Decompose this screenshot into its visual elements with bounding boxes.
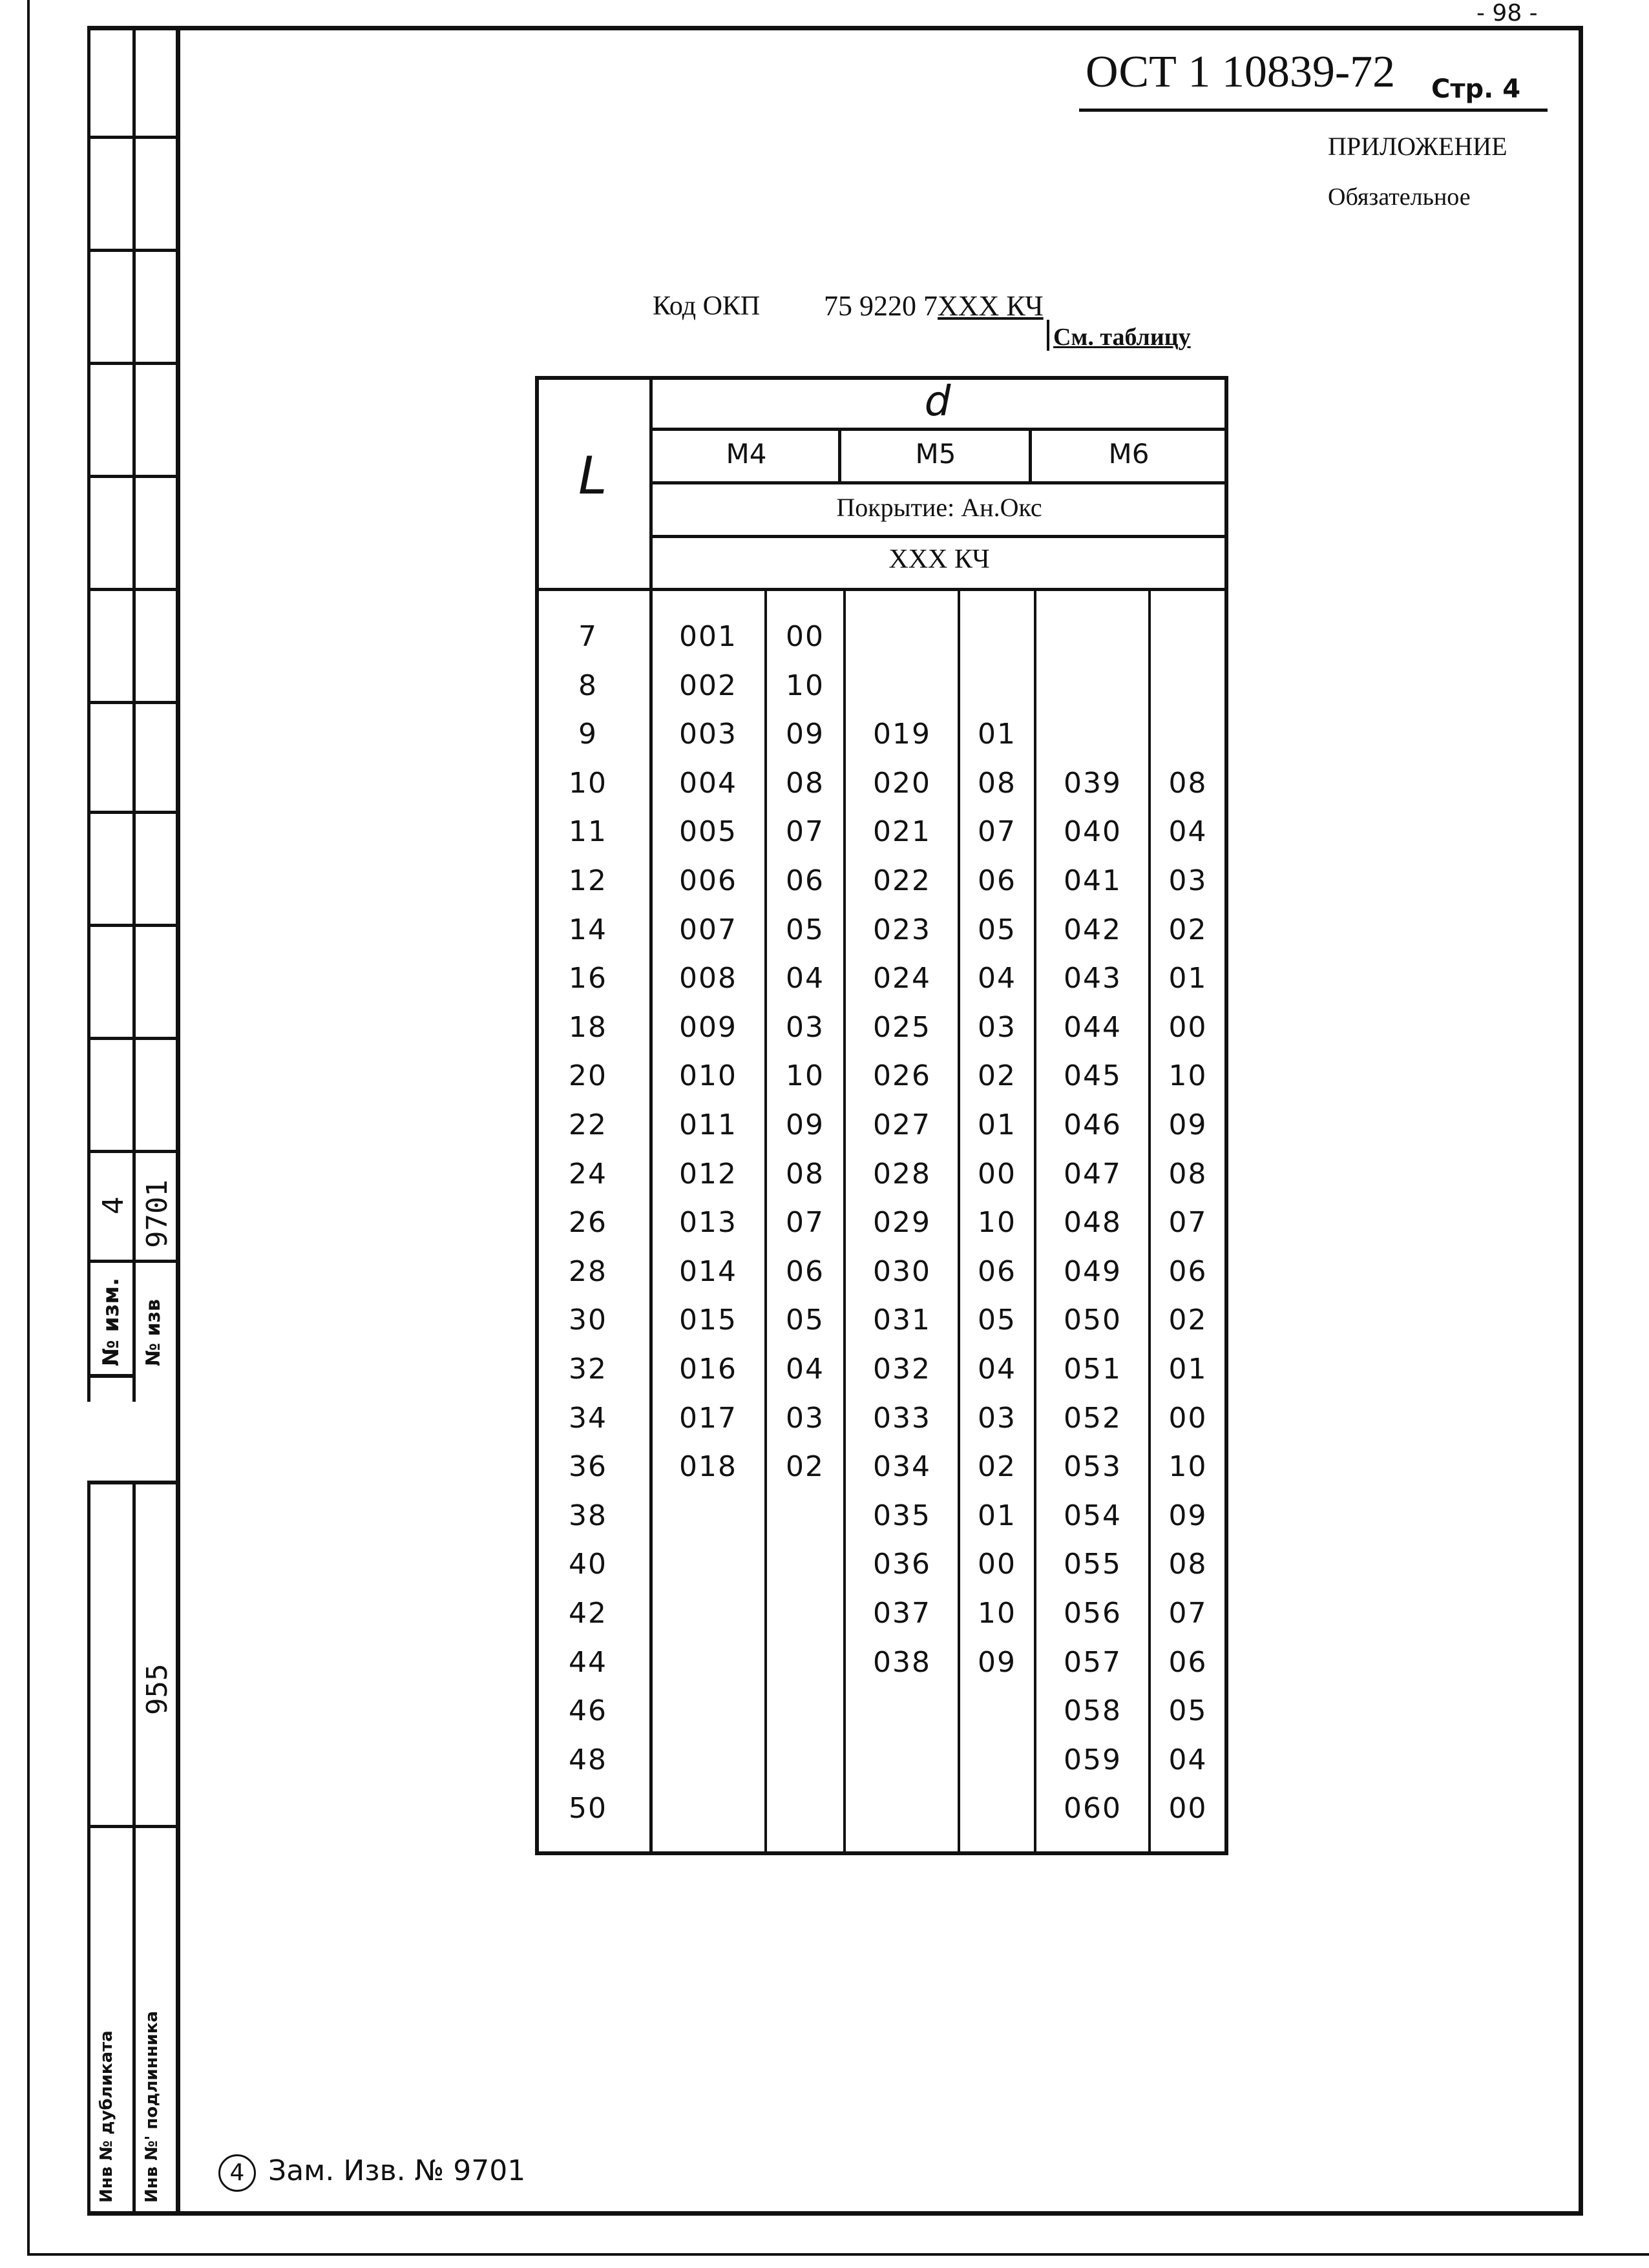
cell-m5-check: 01 <box>978 1499 1016 1532</box>
cell-l: 32 <box>569 1353 607 1386</box>
cell-m4-check: 10 <box>786 669 824 702</box>
cell-m6-code: 060 <box>1064 1792 1122 1826</box>
cell-m6-check: 00 <box>1168 1792 1208 1826</box>
cell-l: 48 <box>569 1743 607 1776</box>
cell-l: 36 <box>569 1450 607 1484</box>
cell-m5-check: 01 <box>978 1108 1016 1141</box>
cell-m6-check: 00 <box>1168 1010 1208 1044</box>
cell-m6-check: 00 <box>1168 1401 1208 1435</box>
cell-m5-check: 00 <box>978 1548 1016 1581</box>
stamp-change-no-value: 4 <box>97 1196 130 1214</box>
cell-m5-check: 05 <box>978 1304 1016 1337</box>
cell-m4-check: 08 <box>786 766 824 800</box>
cell-m5-code: 021 <box>873 815 931 849</box>
cell-l: 28 <box>569 1254 607 1288</box>
thread-m4-header: М4 <box>726 438 767 470</box>
stamp-col-line-d <box>132 1483 136 2216</box>
cell-l: 8 <box>578 669 598 702</box>
cell-m6-code: 043 <box>1064 962 1122 995</box>
thread-m5-header: М5 <box>915 438 956 470</box>
cell-m6-check: 07 <box>1168 1597 1208 1630</box>
stamp-col-line-b <box>132 26 136 1402</box>
cell-m5-code: 031 <box>873 1304 931 1337</box>
cell-m6-code: 058 <box>1064 1694 1122 1728</box>
cell-l: 50 <box>569 1792 607 1826</box>
cell-m6-check: 02 <box>1168 913 1208 946</box>
okp-note: См. таблицу <box>1053 324 1191 351</box>
cell-m4-code: 017 <box>679 1401 737 1435</box>
cell-m5-code: 038 <box>873 1645 931 1679</box>
cell-l: 40 <box>569 1548 607 1581</box>
cell-m6-check: 07 <box>1168 1206 1208 1240</box>
cell-m6-check: 06 <box>1168 1645 1208 1679</box>
cell-m4-check: 05 <box>786 1304 824 1337</box>
cell-m4-code: 009 <box>679 1010 737 1044</box>
page-number: - 98 - <box>1476 0 1538 26</box>
cell-m4-code: 001 <box>679 620 737 653</box>
cell-m6-code: 055 <box>1064 1548 1122 1581</box>
cell-m6-check: 10 <box>1168 1450 1208 1484</box>
cell-m6-code: 059 <box>1064 1743 1122 1776</box>
cell-m5-check: 04 <box>978 1353 1016 1386</box>
cell-m5-code: 024 <box>873 962 931 995</box>
cell-m6-code: 039 <box>1064 766 1122 800</box>
cell-m5-check: 06 <box>978 864 1016 897</box>
cell-m5-check: 06 <box>978 1254 1016 1288</box>
cell-m6-check: 09 <box>1168 1108 1208 1141</box>
cell-m5-check: 07 <box>978 815 1016 849</box>
okp-value-prefix: 75 9220 7 <box>824 290 938 322</box>
cell-m5-check: 08 <box>978 766 1016 800</box>
cell-m6-code: 054 <box>1064 1499 1122 1532</box>
stamp-dup-inv-label: Инв № дубликата <box>97 2030 116 2203</box>
cell-m5-code: 025 <box>873 1010 931 1044</box>
cell-m5-check: 03 <box>978 1010 1016 1044</box>
d-header: d <box>924 378 951 426</box>
cell-m6-code: 046 <box>1064 1108 1122 1141</box>
thread-m6-header: М6 <box>1108 438 1150 470</box>
cell-m5-code: 020 <box>873 766 931 800</box>
cell-m6-code: 048 <box>1064 1206 1122 1240</box>
cell-m6-code: 042 <box>1064 913 1122 946</box>
mandatory-label: Обязательное <box>1328 183 1471 211</box>
cell-l: 42 <box>569 1597 607 1630</box>
inner-frame-left <box>176 26 180 2216</box>
cell-m5-check: 04 <box>978 962 1016 995</box>
cell-m6-check: 09 <box>1168 1499 1208 1532</box>
cell-m4-code: 015 <box>679 1304 737 1337</box>
cell-m5-code: 036 <box>873 1548 931 1581</box>
cell-m6-check: 08 <box>1168 1157 1208 1191</box>
cell-l: 38 <box>569 1499 607 1532</box>
cell-m5-code: 035 <box>873 1499 931 1532</box>
cell-m6-code: 047 <box>1064 1157 1122 1191</box>
okp-value <box>824 289 1044 322</box>
cell-l: 10 <box>569 766 607 800</box>
cell-m5-code: 030 <box>873 1254 931 1288</box>
cell-m4-check: 04 <box>786 1353 824 1386</box>
l-column-header: L <box>578 446 607 506</box>
cell-m5-check: 01 <box>978 718 1016 751</box>
cell-m4-check: 03 <box>786 1401 824 1435</box>
cell-m4-check: 06 <box>786 864 824 897</box>
cell-m5-code: 034 <box>873 1450 931 1484</box>
cell-m4-code: 007 <box>679 913 737 946</box>
cell-m5-code: 019 <box>873 718 931 751</box>
stamp-orig-inv-label: Инв №' подлинника <box>142 2011 162 2203</box>
cell-m6-code: 053 <box>1064 1450 1122 1484</box>
outer-frame-bottom <box>27 2253 1649 2256</box>
change-marker-circle <box>218 2154 256 2192</box>
okp-value-suffix: XXX КЧ <box>938 290 1044 322</box>
cell-m5-check: 10 <box>978 1597 1016 1630</box>
stamp-notice-no-value: 9701 <box>141 1180 174 1248</box>
cell-l: 12 <box>569 864 607 897</box>
cell-l: 14 <box>569 913 607 946</box>
page-label: Стр. 4 <box>1431 74 1521 104</box>
cell-m4-code: 016 <box>679 1353 737 1386</box>
cell-l: 34 <box>569 1401 607 1435</box>
cell-l: 22 <box>569 1108 607 1141</box>
cell-m5-check: 02 <box>978 1059 1016 1093</box>
cell-m4-code: 013 <box>679 1206 737 1240</box>
cell-m4-check: 07 <box>786 815 824 849</box>
cell-m4-check: 08 <box>786 1157 824 1191</box>
cell-m4-code: 004 <box>679 766 737 800</box>
cell-m4-code: 012 <box>679 1157 737 1191</box>
cell-m6-check: 04 <box>1168 1743 1208 1776</box>
cell-m5-code: 032 <box>873 1353 931 1386</box>
cell-m5-code: 033 <box>873 1401 931 1435</box>
inner-frame-right <box>1579 26 1583 2216</box>
cell-m4-code: 008 <box>679 962 737 995</box>
cell-m5-check: 03 <box>978 1401 1016 1435</box>
cell-m5-code: 029 <box>873 1206 931 1240</box>
cell-m6-check: 08 <box>1168 1548 1208 1581</box>
cell-m4-check: 09 <box>786 1108 824 1141</box>
cell-l: 11 <box>569 815 607 849</box>
cell-m6-check: 08 <box>1168 766 1208 800</box>
cell-m6-code: 050 <box>1064 1304 1122 1337</box>
cell-l: 46 <box>569 1694 607 1728</box>
cell-l: 16 <box>569 962 607 995</box>
cell-m6-check: 02 <box>1168 1304 1208 1337</box>
cell-m5-check: 10 <box>978 1206 1016 1240</box>
cell-m4-code: 006 <box>679 864 737 897</box>
cell-l: 44 <box>569 1645 607 1679</box>
cell-m5-code: 026 <box>873 1059 931 1093</box>
cell-m4-check: 02 <box>786 1450 824 1484</box>
cell-m6-code: 044 <box>1064 1010 1122 1044</box>
cell-m5-check: 05 <box>978 913 1016 946</box>
cell-m6-check: 05 <box>1168 1694 1208 1728</box>
change-marker-number: 4 <box>229 2159 245 2186</box>
cell-m4-code: 018 <box>679 1450 737 1484</box>
inner-frame-top <box>87 26 1583 30</box>
cell-m5-code: 023 <box>873 913 931 946</box>
cell-m6-check: 01 <box>1168 962 1208 995</box>
inner-frame-bottom <box>87 2211 1583 2216</box>
stamp-change-no-label: № изм. <box>98 1277 124 1366</box>
cell-m6-code: 056 <box>1064 1597 1122 1630</box>
code-header: XXX КЧ <box>888 545 990 574</box>
okp-note-bracket <box>1047 320 1049 351</box>
stamp-upper-bottom <box>87 1374 136 1378</box>
cell-m5-code: 037 <box>873 1597 931 1630</box>
cell-m4-code: 010 <box>679 1059 737 1093</box>
cell-l: 24 <box>569 1157 607 1191</box>
stamp-col-line-c <box>87 1483 90 2216</box>
cell-m5-code: 027 <box>873 1108 931 1141</box>
cell-m4-check: 00 <box>786 620 824 653</box>
cell-m4-check: 06 <box>786 1254 824 1288</box>
cell-m6-code: 049 <box>1064 1254 1122 1288</box>
cell-m6-code: 051 <box>1064 1353 1122 1386</box>
cell-m4-check: 09 <box>786 718 824 751</box>
cell-m4-check: 07 <box>786 1206 824 1240</box>
cell-m4-code: 005 <box>679 815 737 849</box>
cell-m4-check: 05 <box>786 913 824 946</box>
cell-l: 7 <box>578 620 598 653</box>
cell-l: 20 <box>569 1059 607 1093</box>
okp-label: Код ОКП <box>653 291 761 321</box>
stamp-orig-inv-value: 955 <box>141 1663 174 1715</box>
cell-m6-code: 057 <box>1064 1645 1122 1679</box>
cell-m5-code: 028 <box>873 1157 931 1191</box>
header-underline <box>1079 109 1548 112</box>
cell-m6-check: 06 <box>1168 1254 1208 1288</box>
stamp-notice-no-label: № изв <box>142 1299 165 1366</box>
cell-m6-code: 052 <box>1064 1401 1122 1435</box>
change-note: Зам. Изв. № 9701 <box>268 2154 526 2187</box>
standard-number: ОСТ 1 10839-72 <box>1086 47 1396 97</box>
cell-m6-code: 040 <box>1064 815 1122 849</box>
cell-m4-code: 002 <box>679 669 737 702</box>
cell-l: 30 <box>569 1304 607 1337</box>
appendix-label: ПРИЛОЖЕНИЕ <box>1328 132 1507 161</box>
cell-l: 26 <box>569 1206 607 1240</box>
cell-m4-code: 003 <box>679 718 737 751</box>
cell-m5-check: 09 <box>978 1645 1016 1679</box>
cell-m6-code: 045 <box>1064 1059 1122 1093</box>
cell-m4-check: 10 <box>786 1059 824 1093</box>
cell-m4-check: 04 <box>786 962 824 995</box>
cell-m5-check: 02 <box>978 1450 1016 1484</box>
outer-frame-left <box>27 0 30 2254</box>
stamp-col-line-a <box>87 26 90 1402</box>
stamp-lower-top <box>87 1481 180 1484</box>
cell-m4-check: 03 <box>786 1010 824 1044</box>
cell-m6-check: 01 <box>1168 1353 1208 1386</box>
cell-m5-check: 00 <box>978 1157 1016 1191</box>
cell-l: 18 <box>569 1010 607 1044</box>
coating-header: Покрытие: Ан.Окс <box>836 493 1042 522</box>
cell-m6-check: 10 <box>1168 1059 1208 1093</box>
cell-m6-check: 04 <box>1168 815 1208 849</box>
cell-m6-code: 041 <box>1064 864 1122 897</box>
cell-l: 9 <box>578 718 598 751</box>
cell-m4-code: 014 <box>679 1254 737 1288</box>
cell-m6-check: 03 <box>1168 864 1208 897</box>
cell-m5-code: 022 <box>873 864 931 897</box>
cell-m4-code: 011 <box>679 1108 737 1141</box>
